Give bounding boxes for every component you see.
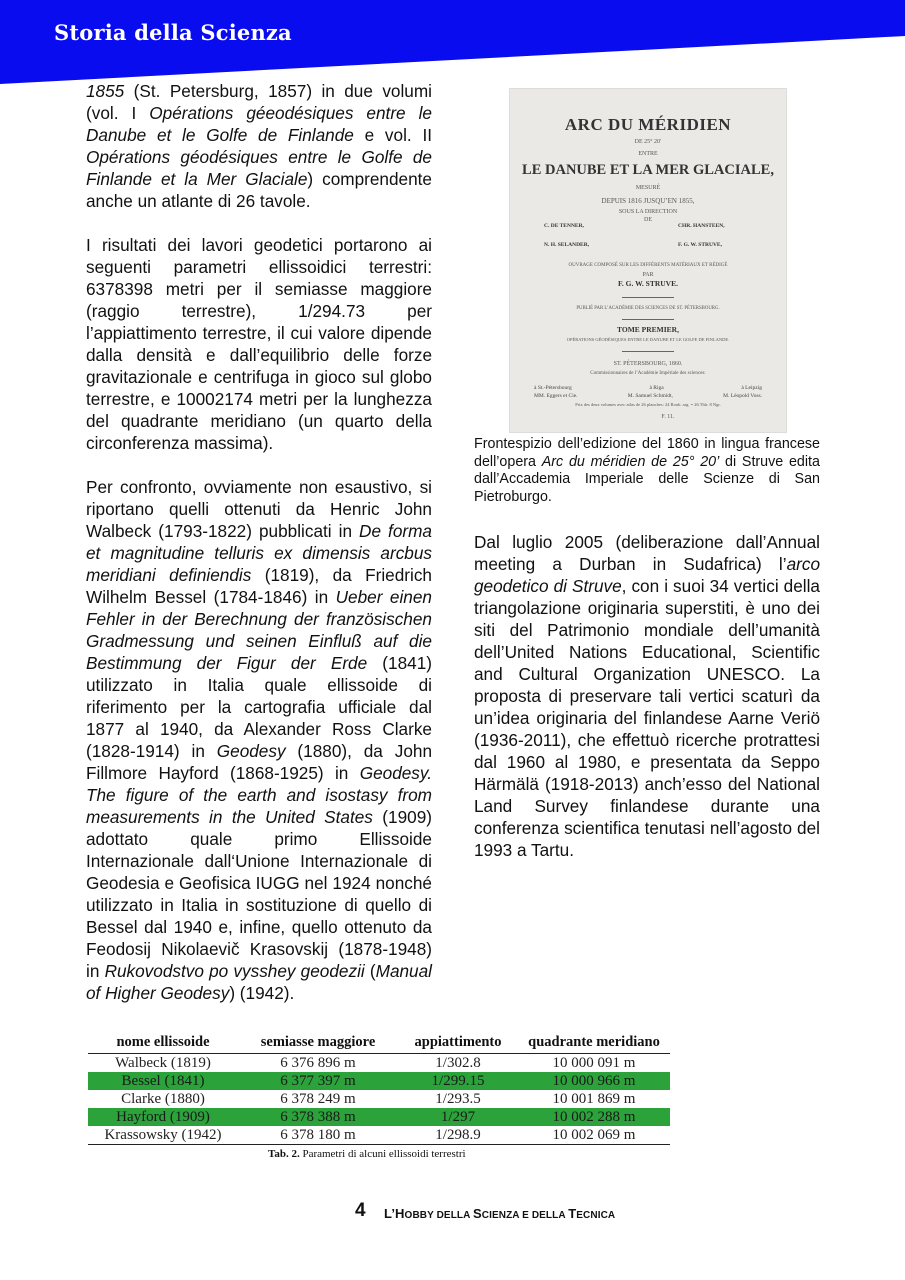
- text-run: (1841) utilizzato in Italia quale ellissoide di riferimento per la cartografia ufficiale dal 1877 al 1940, da Alexander Ross Clarke (1828-1914) in: [86, 653, 432, 761]
- fp-rule-2: [622, 319, 674, 320]
- text-run: di Struve edita dall’Accademia Imperiale delle Scienze di San Pietroburgo.: [474, 453, 820, 505]
- cell-appiattimento: 1/293.5: [435, 1090, 481, 1107]
- page-number: 4: [355, 1200, 366, 1221]
- fp-de: DE: [644, 217, 652, 223]
- fp-name-hansteen: CHR. HANSTEEN,: [678, 223, 725, 229]
- fp-name-struve: F. G. W. STRUVE,: [678, 242, 722, 248]
- italic-run: De forma et magnitudine telluris ex dimensis arcbus meridiani definiendis: [86, 521, 432, 585]
- fp-pub-2: M. Samuel Schmidt,: [627, 393, 673, 399]
- header-nome: nome ellissoide: [88, 1031, 238, 1054]
- italic-run: Geodesy: [216, 741, 286, 761]
- fp-title-arc: ARC DU MÉRIDIEN: [564, 115, 732, 134]
- italic-run: Opérations géeodésiques entre le Danube et le Golfe de Finlande: [86, 103, 432, 145]
- fp-city-3: à Leipzig: [741, 385, 762, 391]
- section-title: Storia della Scienza: [54, 20, 292, 45]
- fp-ouvrage: OUVRAGE COMPOSÉ SUR LES DIFFÉRENTS MATÉRIAUX ET RÉDIGÉ: [568, 263, 728, 268]
- fp-par: PAR: [642, 272, 654, 278]
- fp-publishers: [534, 393, 762, 399]
- left-paragraph-2: [86, 234, 432, 454]
- ellipsoid-table: [88, 1031, 670, 1145]
- left-paragraph-1: [86, 80, 432, 212]
- cell-quadrante: 10 002 288 m: [518, 1108, 670, 1126]
- cell-appiattimento: 1/297: [398, 1108, 518, 1126]
- right-column: [474, 531, 820, 883]
- fp-city-2: à Riga: [649, 385, 664, 391]
- cell-semiasse: 6 378 249 m: [280, 1090, 356, 1107]
- text-run: Frontespizio dell’edizione del 1860 in lingua francese dell’opera: [474, 436, 820, 470]
- fp-price: Prix des deux volumes avec atlas de 26 planches: 24 Roub. arg. = 26 Thlr. 8 Ngr.: [575, 402, 721, 407]
- cell-quadrante: 10 002 069 m: [518, 1126, 670, 1145]
- frontispiece-image: [509, 88, 787, 433]
- italic-run: Ueber einen Fehler in der Berechnung der französischen Gradmessung und seinen Einfluß auf die Bestimmung der Figur der Erde: [86, 587, 432, 673]
- running-title-text: L’HOBBY DELLA SCIENZA E DELLA TECNICA: [384, 1206, 616, 1221]
- fp-city-1: à St.-Pétersbourg: [534, 385, 572, 391]
- cell-name: Walbeck (1819): [115, 1054, 211, 1071]
- cell-appiattimento: 1/302.8: [435, 1054, 481, 1071]
- fp-pub-1: MM. Eggers et Cie.: [534, 393, 578, 399]
- cell-semiasse: 6 376 896 m: [280, 1054, 356, 1071]
- italic-run: Manual of Higher Geodesy: [86, 961, 432, 1003]
- italic-run: Geodesy. The figure of the earth and isostasy from measurements in the United States: [86, 763, 432, 827]
- table-caption-text: Parametri di alcuni ellissoidi terrestri: [299, 1148, 466, 1160]
- cell-appiattimento: 1/299.15: [398, 1072, 518, 1090]
- fp-folio: F. 11.: [661, 414, 675, 420]
- cell-quadrante: 10 000 966 m: [518, 1072, 670, 1090]
- table-row: [88, 1108, 670, 1126]
- cell-appiattimento: 1/298.9: [398, 1126, 518, 1145]
- text-run: ) comprendente anche un atlante di 26 tavole.: [86, 169, 432, 211]
- fp-cities: [534, 385, 762, 391]
- fp-name-tenner: C. DE TENNER,: [544, 223, 584, 229]
- text-run: Dal luglio 2005 (deliberazione dall’Annual meeting a Durban in Sudafrica) l’: [474, 532, 820, 574]
- left-paragraph-3: [86, 476, 432, 1004]
- image-caption: [474, 436, 820, 506]
- running-title: [384, 1206, 615, 1221]
- header-appiattimento: appiattimento: [398, 1031, 518, 1054]
- text-run: (1819), da Friedrich Wilhelm Bessel (1784-1846) in: [86, 565, 432, 607]
- text-run: (1880), da John Fillmore Hayford (1868-1925) in: [86, 741, 433, 783]
- italic-run: Opérations géodésiques entre le Golfe de Finlande et la Mer Glaciale: [86, 147, 432, 189]
- fp-degrees: DE 25° 20′: [634, 139, 662, 145]
- fp-rule-1: [622, 297, 674, 298]
- fp-operations: OPÉRATIONS GÉODÉSIQUES ENTRE LE DANUBE ET LE GOLFE DE FINLANDE.: [566, 337, 730, 342]
- fp-pub-3: M. Léopold Voss.: [723, 393, 762, 399]
- text-run: (St. Petersburg, 1857) in due volumi (vol. I: [86, 81, 432, 123]
- fp-commission: Commissionnaires de l’Académie Impériale des sciences:: [590, 371, 706, 376]
- italic-run: arco geodetico di Struve: [474, 554, 820, 596]
- header-semiasse: semiasse maggiore: [238, 1031, 398, 1054]
- fp-depuis: DEPUIS 1816 JUSQU’EN 1855,: [601, 197, 695, 205]
- cell-semiasse: 6 378 180 m: [238, 1126, 398, 1145]
- fp-mesure: MESURÉ: [635, 185, 661, 191]
- fp-rule-3: [622, 351, 674, 352]
- text-run: (: [364, 961, 376, 981]
- italic-run: Arc du méridien de 25° 20’: [541, 453, 720, 470]
- table-header-row: [88, 1031, 670, 1054]
- fp-struve-author: F. G. W. STRUVE.: [618, 279, 678, 288]
- cell-name: Bessel (1841): [88, 1072, 238, 1090]
- cell-name: Clarke (1880): [121, 1090, 205, 1107]
- cell-name: Hayford (1909): [88, 1108, 238, 1126]
- ellipsoid-table-wrapper: [88, 1031, 670, 1145]
- text-run: e vol. II: [353, 125, 432, 145]
- fp-place: ST. PÉTERSBOURG, 1860.: [613, 361, 683, 367]
- cell-semiasse: 6 377 397 m: [238, 1072, 398, 1090]
- text-run: ) (1942).: [229, 983, 295, 1003]
- fp-sous: SOUS LA DIRECTION: [618, 209, 678, 215]
- fp-title-danube: LE DANUBE ET LA MER GLACIALE,: [522, 162, 774, 178]
- fp-entre: ENTRE: [638, 151, 658, 157]
- text-run: Per confronto, ovviamente non esaustivo, si riportano quelli ottenuti da Henric John Walbeck (1793-1822) pubblicati in: [86, 477, 432, 541]
- italic-run: Rukovodstvo po vysshey geodezii: [104, 961, 365, 981]
- table-caption: [268, 1148, 466, 1160]
- text-run: , con i suoi 34 vertici della triangolazione originaria superstiti, è uno dei siti del Patrimonio mondiale dell’umanità dell’United Nations Educational, Scientific and Cultural Organization UNESCO. La proposta di preservare tali vertici scaturì da un’idea originaria del finlandese Aarne Veriö (1936-2011), che effettuò ricerche protrattesi dal 1960 al 1980, e presentata da Seppo Härmälä (1918-2013) anch’esso del National Land Survey finlandese durante una conferenza scientifica tenutasi nell’agosto del 1993 a Tartu.: [474, 576, 820, 860]
- cell-quadrante: 10 001 869 m: [552, 1090, 636, 1107]
- left-column: [86, 80, 432, 1026]
- cell-quadrante: 10 000 091 m: [552, 1054, 636, 1071]
- italic-run: 1855: [86, 81, 125, 101]
- cell-name: Krassowsky (1942): [88, 1126, 238, 1145]
- table-row: [88, 1090, 670, 1108]
- text-run: I risultati dei lavori geodetici portarono ai seguenti parametri ellissoidici terrestri: 6378398 metri per il semiasse maggiore (raggio terrestre), 1/294.73 per l’appiattimento terrestre, il cui valore dipende dalla densità e dall’equilibrio delle forze gravitazionale e centrifuga in gioco sul globo terrestre, e 10002174 metri per la lunghezza del quadrante meridiano (un quarto della circonferenza massima).: [86, 235, 432, 453]
- right-paragraph-1: [474, 531, 820, 861]
- fp-tome: TOME PREMIER,: [617, 325, 679, 334]
- table-row: [88, 1072, 670, 1090]
- text-run: (1909) adottato quale primo Ellissoide Internazionale dall‘Unione Internazionale di Geodesia e Geofisica IUGG nel 1924 nonché utilizzato in Italia in sostituzione di quello di Bessel dal 1940 e, infine, quello ottenuto da Feodosij Nikolaevič Krasovskij (1878-1948) in: [86, 807, 432, 981]
- cell-semiasse: 6 378 388 m: [238, 1108, 398, 1126]
- fp-publie: PUBLIÉ PAR L’ACADÉMIE DES SCIENCES DE ST. PÉTERSBOURG.: [576, 306, 720, 311]
- fp-name-selander: N. H. SELANDER,: [544, 242, 590, 248]
- table-row: [88, 1126, 670, 1145]
- table-caption-label: Tab. 2.: [268, 1148, 300, 1160]
- header-quadrante: quadrante meridiano: [518, 1031, 670, 1054]
- table-row: [88, 1054, 670, 1073]
